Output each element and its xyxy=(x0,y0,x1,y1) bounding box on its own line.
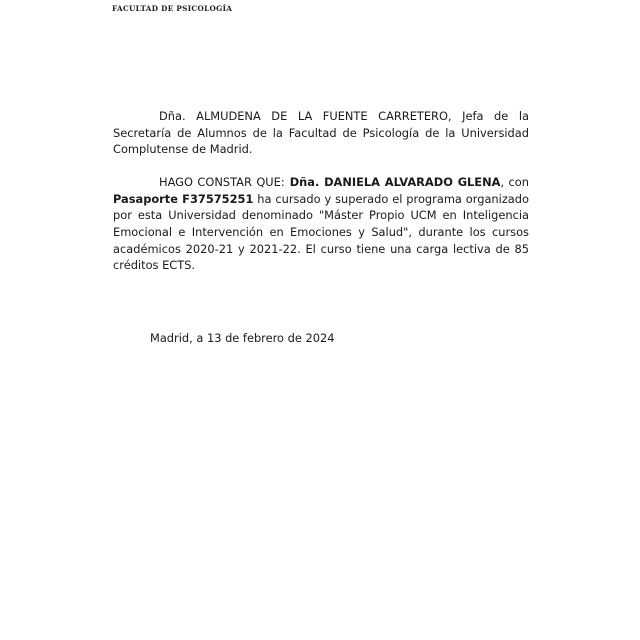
paragraph-issuer xyxy=(113,108,529,158)
certification-lead-in: HAGO CONSTAR QUE: xyxy=(159,175,285,190)
issuer-statement-text: Dña. ALMUDENA DE LA FUENTE CARRETERO, Jefa de la Secretaría de Alumnos de la Facultad de Psicología de la Universidad Complutense de Madrid. xyxy=(113,109,529,157)
programme-details-text: ha cursado y superado el programa organizado por esta Universidad denominado "Máster Propio UCM en Inteligencia Emocional e Intervención en Emociones y Salud", durante los cursos académicos 2020-21 y 2021-22. El curso tiene una carga lectiva de 85 créditos ECTS. xyxy=(113,191,529,273)
date-and-place-line: Madrid, a 13 de febrero de 2024 xyxy=(150,331,335,345)
after-student-name-text: , con xyxy=(500,175,529,190)
passport-number: Pasaporte F37575251 xyxy=(113,191,254,206)
document-body xyxy=(113,108,529,274)
paragraph-certification xyxy=(113,174,529,274)
letterhead-faculty-title: FACULTAD DE PSICOLOGÍA xyxy=(112,4,233,13)
student-name: Dña. DANIELA ALVARADO GLENA xyxy=(289,175,501,190)
